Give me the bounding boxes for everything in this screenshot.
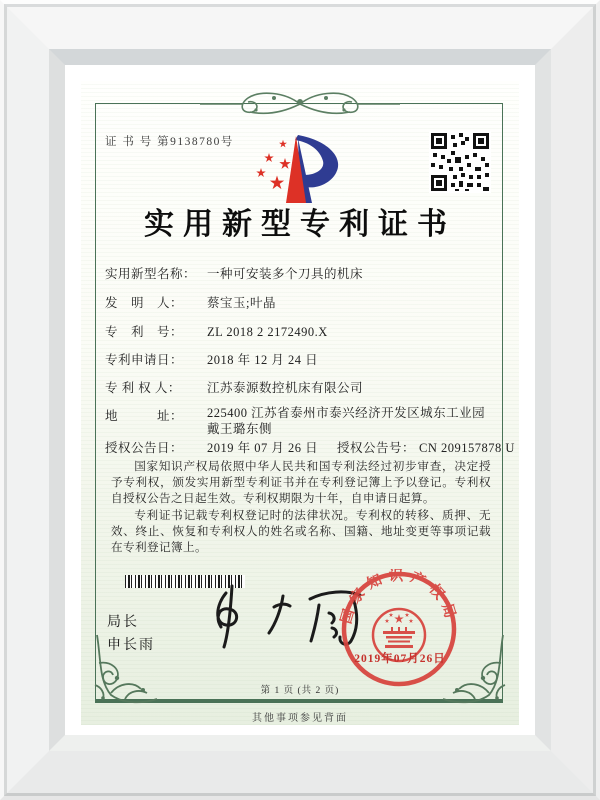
- grant-no-value: CN 209157878 U: [419, 441, 515, 455]
- mat-board: [65, 65, 535, 735]
- qr-code-icon: [429, 131, 491, 193]
- cnipa-logo-icon: [248, 131, 352, 209]
- legal-paragraph-1: 国家知识产权局依照中华人民共和国专利法经过初步审查，决定授予专利权，颁发实用新型专利证书并在专利登记簿上予以登记。专利权自授权公告之日起生效。专利权期限为十年，自申请日起算。: [111, 460, 491, 506]
- frame-groove: [4, 4, 596, 796]
- page-indicator: 第 1 页 (共 2 页): [260, 686, 340, 696]
- field-value: 一种可安装多个刀具的机床: [207, 267, 364, 281]
- field-value: ZL 2018 2 2172490.X: [207, 325, 328, 339]
- frame-face: [7, 7, 593, 793]
- field-label: 发 明 人：: [105, 296, 184, 310]
- field-row-grant: [105, 438, 515, 456]
- field-row-inventor: [105, 293, 276, 311]
- back-note: 其他事项参见背面: [252, 713, 348, 724]
- field-value: 江苏泰源数控机床有限公司: [207, 381, 364, 395]
- director-name: 申长雨: [107, 638, 155, 653]
- legal-paragraph-2: 专利证书记载专利权登记时的法律状况。专利权的转移、质押、无效、终止、恢复和专利权人的姓名或名称、国籍、地址变更等事项记载在专利登记簿上。: [111, 508, 491, 555]
- certificate-number: 证 书 号 第9138780号: [105, 136, 234, 148]
- grant-date-value: 2019 年 07 月 26 日: [207, 441, 319, 455]
- field-value: 蔡宝玉;叶晶: [207, 296, 276, 310]
- field-label: 专 利 权 人：: [105, 381, 181, 395]
- field-value: 2018 年 12 月 24 日: [207, 353, 319, 367]
- top-floral-ornament: [190, 88, 410, 120]
- seal-text: 国家知识产权局: [339, 569, 459, 626]
- certificate-paper: [81, 81, 519, 725]
- field-label: 地 址：: [105, 409, 184, 423]
- official-seal-icon: [339, 569, 459, 689]
- grant-no-pair: [337, 438, 515, 456]
- field-value: 225400 江苏省泰州市泰兴经济开发区城东工业园戴王璐东侧: [207, 406, 486, 436]
- field-row-filing-date: [105, 350, 318, 368]
- seal-date: 2019年07月26日: [354, 653, 446, 665]
- frame-inner-bevel: [49, 49, 551, 751]
- grant-no-label: 授权公告号：: [337, 441, 416, 455]
- legal-text: [111, 459, 491, 556]
- field-row-name: [105, 264, 363, 282]
- grant-date-label: 授权公告日：: [105, 441, 184, 455]
- field-label: 专利申请日：: [105, 353, 184, 367]
- field-row-patentee: [105, 378, 363, 396]
- field-label: 专 利 号：: [105, 325, 184, 339]
- field-row-patent-no: [105, 322, 328, 340]
- director-title: 局长: [107, 615, 139, 630]
- field-label: 实用新型名称：: [105, 267, 197, 281]
- field-row-address: [105, 406, 495, 437]
- certificate-title: 实用新型专利证书: [144, 208, 456, 241]
